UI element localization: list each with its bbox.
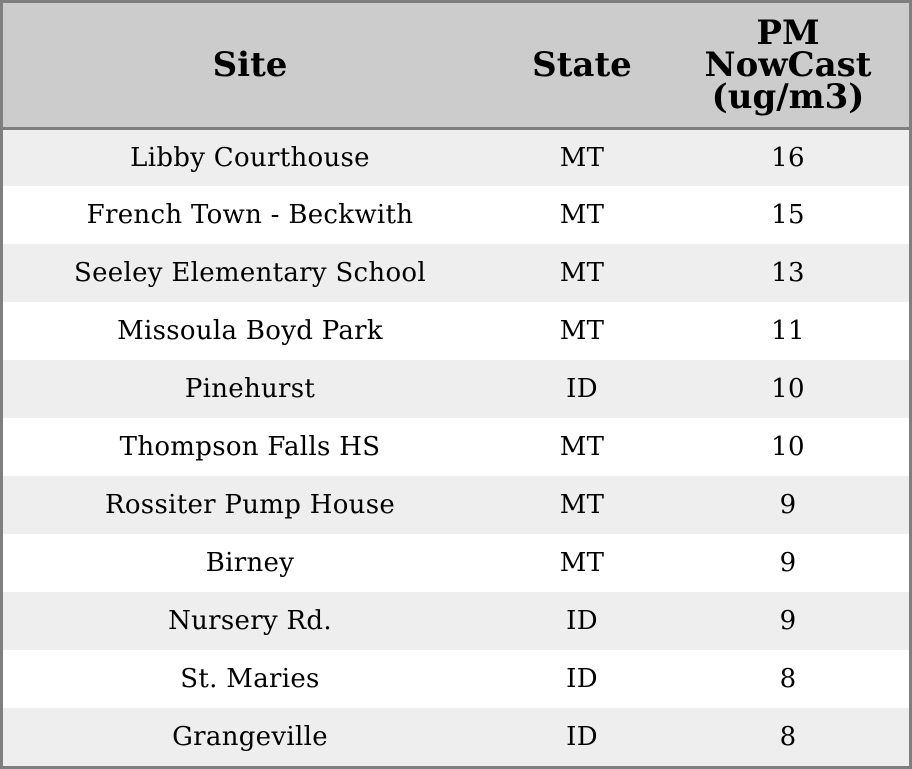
pm-value-cell: 8 bbox=[779, 722, 797, 752]
table-body bbox=[3, 128, 909, 766]
pm-value-cell: 16 bbox=[771, 142, 805, 173]
table-row bbox=[3, 244, 909, 302]
table-row bbox=[3, 476, 909, 534]
pm-value-cell: 9 bbox=[779, 606, 797, 636]
state-cell: MT bbox=[559, 200, 605, 230]
pm-value-cell: 13 bbox=[771, 258, 805, 288]
table-header bbox=[3, 3, 909, 128]
site-cell: Pinehurst bbox=[184, 374, 316, 404]
site-cell: Thompson Falls HS bbox=[119, 432, 381, 462]
table-row bbox=[3, 534, 909, 592]
state-cell: MT bbox=[559, 316, 605, 346]
column-header-pm-line-3: (ug/m3) bbox=[711, 76, 865, 117]
state-cell: ID bbox=[566, 664, 598, 694]
site-cell: Rossiter Pump House bbox=[104, 490, 396, 520]
column-header-site: Site bbox=[3, 3, 497, 128]
site-cell: French Town - Beckwith bbox=[86, 200, 414, 230]
state-cell: MT bbox=[559, 142, 605, 173]
state-cell: ID bbox=[566, 374, 598, 404]
pm-value-cell: 9 bbox=[779, 548, 797, 578]
column-header-pm-line-2: NowCast bbox=[704, 44, 872, 85]
site-cell: Libby Courthouse bbox=[130, 142, 370, 173]
column-header-state: State bbox=[497, 3, 667, 128]
pm-value-cell: 9 bbox=[779, 490, 797, 520]
table-row bbox=[3, 650, 909, 708]
table-row bbox=[3, 186, 909, 244]
pm-value-cell: 10 bbox=[771, 432, 805, 462]
site-cell: Missoula Boyd Park bbox=[117, 316, 383, 346]
column-header-pm-line-1: PM bbox=[756, 12, 820, 53]
table-row bbox=[3, 360, 909, 418]
pm-value-cell: 11 bbox=[771, 316, 805, 346]
state-cell: MT bbox=[559, 258, 605, 288]
state-cell: MT bbox=[559, 490, 605, 520]
pm-value-cell: 15 bbox=[771, 200, 805, 230]
site-cell: Birney bbox=[205, 548, 295, 578]
site-cell: St. Maries bbox=[180, 664, 320, 694]
table-row bbox=[3, 302, 909, 360]
site-cell: Seeley Elementary School bbox=[74, 258, 426, 288]
state-cell: MT bbox=[559, 432, 605, 462]
column-header-pm-nowcast bbox=[667, 3, 909, 128]
table-row bbox=[3, 708, 909, 766]
table-row bbox=[3, 592, 909, 650]
pm-nowcast-table bbox=[3, 3, 909, 766]
site-cell: Nursery Rd. bbox=[168, 606, 332, 636]
state-cell: ID bbox=[566, 722, 598, 752]
pm-value-cell: 8 bbox=[779, 664, 797, 694]
site-cell: Grangeville bbox=[172, 722, 328, 752]
pm-value-cell: 10 bbox=[771, 374, 805, 404]
table-row bbox=[3, 418, 909, 476]
state-cell: ID bbox=[566, 606, 598, 636]
header-row bbox=[3, 3, 909, 128]
table-row bbox=[3, 128, 909, 186]
state-cell: MT bbox=[559, 548, 605, 578]
